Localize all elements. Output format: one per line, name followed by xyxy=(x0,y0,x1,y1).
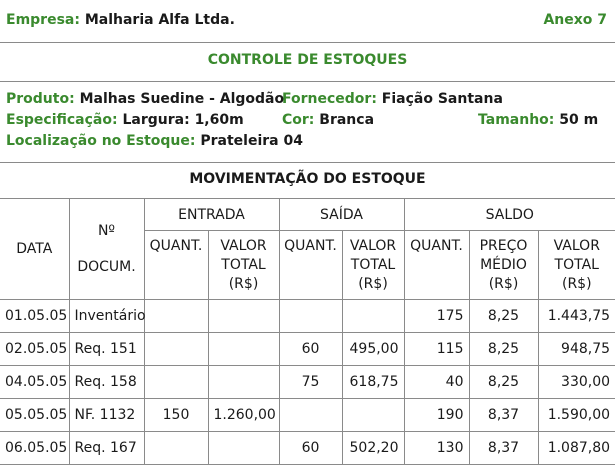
cell-sal-p: 8,37 xyxy=(469,399,538,432)
cor-label: Cor: xyxy=(282,112,315,128)
saldo-preco-header: PREÇO MÉDIO (R$) xyxy=(469,231,538,300)
table-row xyxy=(0,300,615,333)
cell-sai-q xyxy=(279,399,342,432)
entrada-quant-header: QUANT. xyxy=(144,231,208,300)
cell-doc: Req. 151 xyxy=(69,333,144,366)
table-row xyxy=(0,366,615,399)
cell-doc: Req. 167 xyxy=(69,432,144,465)
cell-ent-v xyxy=(208,333,279,366)
localizacao-field xyxy=(6,133,303,149)
fornecedor-field xyxy=(282,91,503,107)
produto-label: Produto: xyxy=(6,91,75,107)
annex-label: Anexo 7 xyxy=(543,12,607,28)
cell-sal-v: 1.590,00 xyxy=(538,399,615,432)
cell-sal-q: 130 xyxy=(404,432,469,465)
cell-sal-p: 8,25 xyxy=(469,333,538,366)
company-value: Malharia Alfa Ltda. xyxy=(84,12,235,28)
movement-table xyxy=(0,198,615,465)
cell-data: 05.05.05 xyxy=(0,399,69,432)
cell-sai-v xyxy=(342,300,404,333)
cor-value: Branca xyxy=(319,112,375,128)
tamanho-field xyxy=(478,112,598,128)
cell-ent-q: 150 xyxy=(144,399,208,432)
cell-ent-q xyxy=(144,333,208,366)
cell-ent-v xyxy=(208,366,279,399)
cell-sal-p: 8,25 xyxy=(469,300,538,333)
document-header xyxy=(0,0,615,42)
group-saldo: SALDO xyxy=(404,199,615,231)
cell-ent-q xyxy=(144,366,208,399)
localizacao-value: Prateleira 04 xyxy=(200,133,303,149)
cell-doc: Req. 158 xyxy=(69,366,144,399)
cell-sai-v xyxy=(342,399,404,432)
cor-field xyxy=(282,112,374,128)
tamanho-label: Tamanho: xyxy=(478,112,555,128)
cell-sal-v: 330,00 xyxy=(538,366,615,399)
cell-data: 01.05.05 xyxy=(0,300,69,333)
col-docum-header: Nº DOCUM. xyxy=(69,199,144,300)
cell-ent-v: 1.260,00 xyxy=(208,399,279,432)
group-entrada: ENTRADA xyxy=(144,199,279,231)
especificacao-value: Largura: 1,60m xyxy=(122,112,244,128)
produto-field xyxy=(6,91,284,107)
cell-ent-v xyxy=(208,300,279,333)
page-title: CONTROLE DE ESTOQUES xyxy=(0,42,615,82)
especificacao-label: Especificação: xyxy=(6,112,118,128)
group-saida: SAÍDA xyxy=(279,199,404,231)
cell-sal-q: 115 xyxy=(404,333,469,366)
movement-title: MOVIMENTAÇÃO DO ESTOQUE xyxy=(0,162,615,198)
saida-valor-header: VALOR TOTAL (R$) xyxy=(342,231,404,300)
cell-sai-v: 495,00 xyxy=(342,333,404,366)
cell-sai-q xyxy=(279,300,342,333)
cell-sal-q: 175 xyxy=(404,300,469,333)
table-row xyxy=(0,333,615,366)
cell-sal-p: 8,37 xyxy=(469,432,538,465)
especificacao-field xyxy=(6,112,244,128)
cell-sai-q: 60 xyxy=(279,432,342,465)
cell-sal-q: 40 xyxy=(404,366,469,399)
cell-sal-v: 948,75 xyxy=(538,333,615,366)
company-label: Empresa: xyxy=(6,12,80,28)
localizacao-label: Localização no Estoque: xyxy=(6,133,196,149)
saldo-quant-header: QUANT. xyxy=(404,231,469,300)
cell-ent-q xyxy=(144,300,208,333)
cell-sai-v: 502,20 xyxy=(342,432,404,465)
cell-data: 04.05.05 xyxy=(0,366,69,399)
movement-rows xyxy=(0,300,615,465)
cell-doc: Inventário xyxy=(69,300,144,333)
cell-sai-q: 60 xyxy=(279,333,342,366)
cell-ent-v xyxy=(208,432,279,465)
cell-data: 06.05.05 xyxy=(0,432,69,465)
cell-sal-v: 1.443,75 xyxy=(538,300,615,333)
cell-doc: NF. 1132 xyxy=(69,399,144,432)
table-row xyxy=(0,432,615,465)
produto-value: Malhas Suedine - Algodão xyxy=(79,91,285,107)
table-row xyxy=(0,399,615,432)
col-data-header: DATA xyxy=(0,199,69,300)
cell-sai-v: 618,75 xyxy=(342,366,404,399)
cell-sai-q: 75 xyxy=(279,366,342,399)
cell-ent-q xyxy=(144,432,208,465)
cell-sal-q: 190 xyxy=(404,399,469,432)
cell-sal-v: 1.087,80 xyxy=(538,432,615,465)
company xyxy=(6,12,235,28)
fornecedor-label: Fornecedor: xyxy=(282,91,377,107)
tamanho-value: 50 m xyxy=(559,112,599,128)
saldo-valor-header: VALOR TOTAL (R$) xyxy=(538,231,615,300)
entrada-valor-header: VALOR TOTAL (R$) xyxy=(208,231,279,300)
saida-quant-header: QUANT. xyxy=(279,231,342,300)
fornecedor-value: Fiação Santana xyxy=(381,91,503,107)
cell-data: 02.05.05 xyxy=(0,333,69,366)
cell-sal-p: 8,25 xyxy=(469,366,538,399)
